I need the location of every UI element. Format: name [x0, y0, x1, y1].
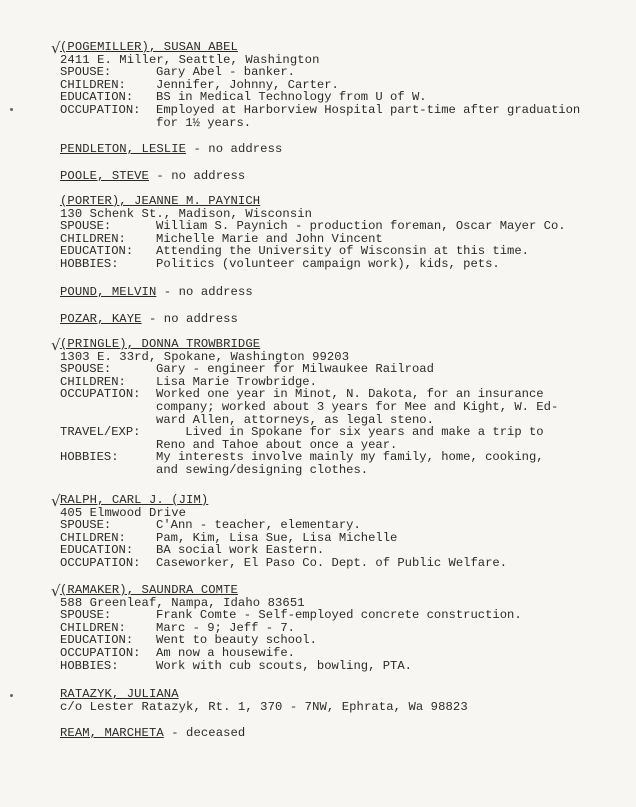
entry-name: POZAR, KAYE [60, 312, 142, 326]
directory-entry [51, 582, 620, 673]
field-value: Attending the University of Wisconsin at this time. [156, 244, 529, 259]
entry-line [60, 143, 620, 156]
field-row [60, 104, 620, 117]
field-label: HOBBIES: [60, 450, 119, 465]
entry-address: 588 Greenleaf, Nampa, Idaho 83651 [60, 595, 305, 610]
entry-address: 130 Schenk St., Madison, Wisconsin [60, 206, 313, 221]
directory-entry [51, 336, 620, 477]
field-label: SPOUSE: [60, 362, 112, 377]
field-label: SPOUSE: [60, 65, 112, 80]
field-label: SPOUSE: [60, 608, 112, 623]
directory-entry [60, 688, 620, 713]
entry-line [60, 313, 620, 326]
field-value: Pam, Kim, Lisa Sue, Lisa Michelle [156, 530, 398, 545]
field-value: Gary Abel - banker. [156, 65, 295, 80]
field-value: Politics (volunteer campaign work), kids, pets. [156, 256, 500, 271]
entry-address: 405 Elmwood Drive [60, 505, 187, 520]
field-value: Michelle Marie and John Vincent [156, 231, 383, 246]
directory-entry [51, 492, 620, 570]
field-value: Lived in Spokane for six years and make a trip to [156, 425, 544, 440]
entry-address: c/o Lester Ratazyk, Rt. 1, 370 - 7NW, Ephrata, Wa 98823 [60, 699, 468, 714]
field-label: CHILDREN: [60, 77, 126, 92]
entry-note: - no address [141, 312, 238, 326]
entry-name: (PRINGLE), DONNA TROWBRIDGE [60, 337, 261, 351]
field-label: SPOUSE: [60, 219, 112, 234]
directory-entry [60, 170, 620, 183]
field-label: CHILDREN: [60, 231, 126, 246]
entry-name: PENDLETON, LESLIE [60, 142, 187, 156]
entry-line [60, 286, 620, 299]
field-row [60, 609, 620, 622]
field-label: EDUCATION: [60, 633, 134, 648]
field-value: My interests involve mainly my family, home, cooking, [156, 450, 544, 465]
field-value: Went to beauty school. [156, 633, 317, 648]
field-value: C'Ann - teacher, elementary. [156, 518, 361, 533]
field-row [60, 660, 620, 673]
field-continuation: Reno and Tahoe about once a year. [156, 437, 398, 452]
field-row [60, 220, 620, 233]
field-label: OCCUPATION: [60, 102, 141, 117]
field-label: CHILDREN: [60, 530, 126, 545]
field-label: OCCUPATION: [60, 387, 141, 402]
field-label: EDUCATION: [60, 543, 134, 558]
field-value: Am now a housewife. [156, 645, 295, 660]
entry-address: 1303 E. 33rd, Spokane, Washington 99203 [60, 349, 350, 364]
entry-name: POUND, MELVIN [60, 285, 157, 299]
field-row [60, 622, 620, 635]
entry-name: REAM, MARCHETA [60, 726, 164, 740]
entry-line [60, 170, 620, 183]
entry-name: (PORTER), JEANNE M. PAYNICH [60, 194, 261, 208]
field-continuation: and sewing/designing clothes. [156, 462, 369, 477]
check-mark-icon: √ [51, 582, 61, 600]
directory-entry [51, 39, 620, 130]
entry-name: (RAMAKER), SAUNDRA COMTE [60, 583, 238, 597]
field-label: TRAVEL/EXP: [60, 425, 141, 440]
directory-entry [60, 143, 620, 156]
entry-name: POOLE, STEVE [60, 169, 149, 183]
field-label: EDUCATION: [60, 244, 134, 259]
field-row [60, 634, 620, 647]
entry-note: - no address [186, 142, 283, 156]
entry-line [60, 727, 620, 740]
field-value: Caseworker, El Paso Co. Dept. of Public Welfare. [156, 555, 508, 570]
check-mark-icon: √ [51, 336, 61, 354]
entry-name: RALPH, CARL J. (JIM) [60, 493, 209, 507]
directory-entry [60, 727, 620, 740]
field-label: EDUCATION: [60, 90, 134, 105]
field-value: BS in Medical Technology from U of W. [156, 90, 427, 105]
entry-name: (POGEMILLER), SUSAN ABEL [60, 40, 238, 54]
field-row [60, 519, 620, 532]
field-label: CHILDREN: [60, 374, 126, 389]
field-value: Work with cub scouts, bowling, PTA. [156, 658, 412, 673]
field-row [60, 647, 620, 660]
field-value: Marc - 9; Jeff - 7. [156, 620, 295, 635]
field-value: Worked one year in Minot, N. Dakota, for an insurance [156, 387, 544, 402]
field-value: Employed at Harborview Hospital part-time after graduation [156, 102, 581, 117]
field-label: OCCUPATION: [60, 555, 141, 570]
field-value: Gary - engineer for Milwaukee Railroad [156, 362, 434, 377]
field-continuation: company; worked about 3 years for Mee and Kight, W. Ed- [156, 399, 559, 414]
field-label: CHILDREN: [60, 620, 126, 635]
field-value: Lisa Marie Trowbridge. [156, 374, 317, 389]
check-mark-icon: √ [51, 39, 61, 57]
field-value: Frank Comte - Self-employed concrete construction. [156, 608, 522, 623]
field-row [60, 557, 620, 570]
directory-entry [60, 286, 620, 299]
field-label: HOBBIES: [60, 256, 119, 271]
entry-note: - no address [156, 285, 253, 299]
paper-speck [10, 108, 13, 111]
field-row [60, 363, 620, 376]
field-continuation: for 1½ years. [156, 115, 252, 130]
field-label: SPOUSE: [60, 518, 112, 533]
entry-address: 2411 E. Miller, Seattle, Washington [60, 52, 320, 67]
field-value: Jennifer, Johnny, Carter. [156, 77, 339, 92]
field-row [60, 532, 620, 545]
entry-note: - deceased [163, 726, 246, 740]
directory-entry [60, 195, 620, 271]
field-row [60, 66, 620, 79]
field-row [60, 426, 620, 439]
entry-note: - no address [148, 169, 246, 183]
paper-speck [10, 694, 13, 697]
field-label: OCCUPATION: [60, 645, 141, 660]
field-value: BA social work Eastern. [156, 543, 325, 558]
field-label: HOBBIES: [60, 658, 119, 673]
field-continuation: ward Allen, attorneys, as legal steno. [156, 412, 434, 427]
check-mark-icon: √ [51, 492, 61, 510]
field-value: William S. Paynich - production foreman, Oscar Mayer Co. [156, 219, 566, 234]
directory-entry [60, 313, 620, 326]
entry-name: RATAZYK, JULIANA [60, 687, 179, 701]
field-row [60, 258, 620, 271]
